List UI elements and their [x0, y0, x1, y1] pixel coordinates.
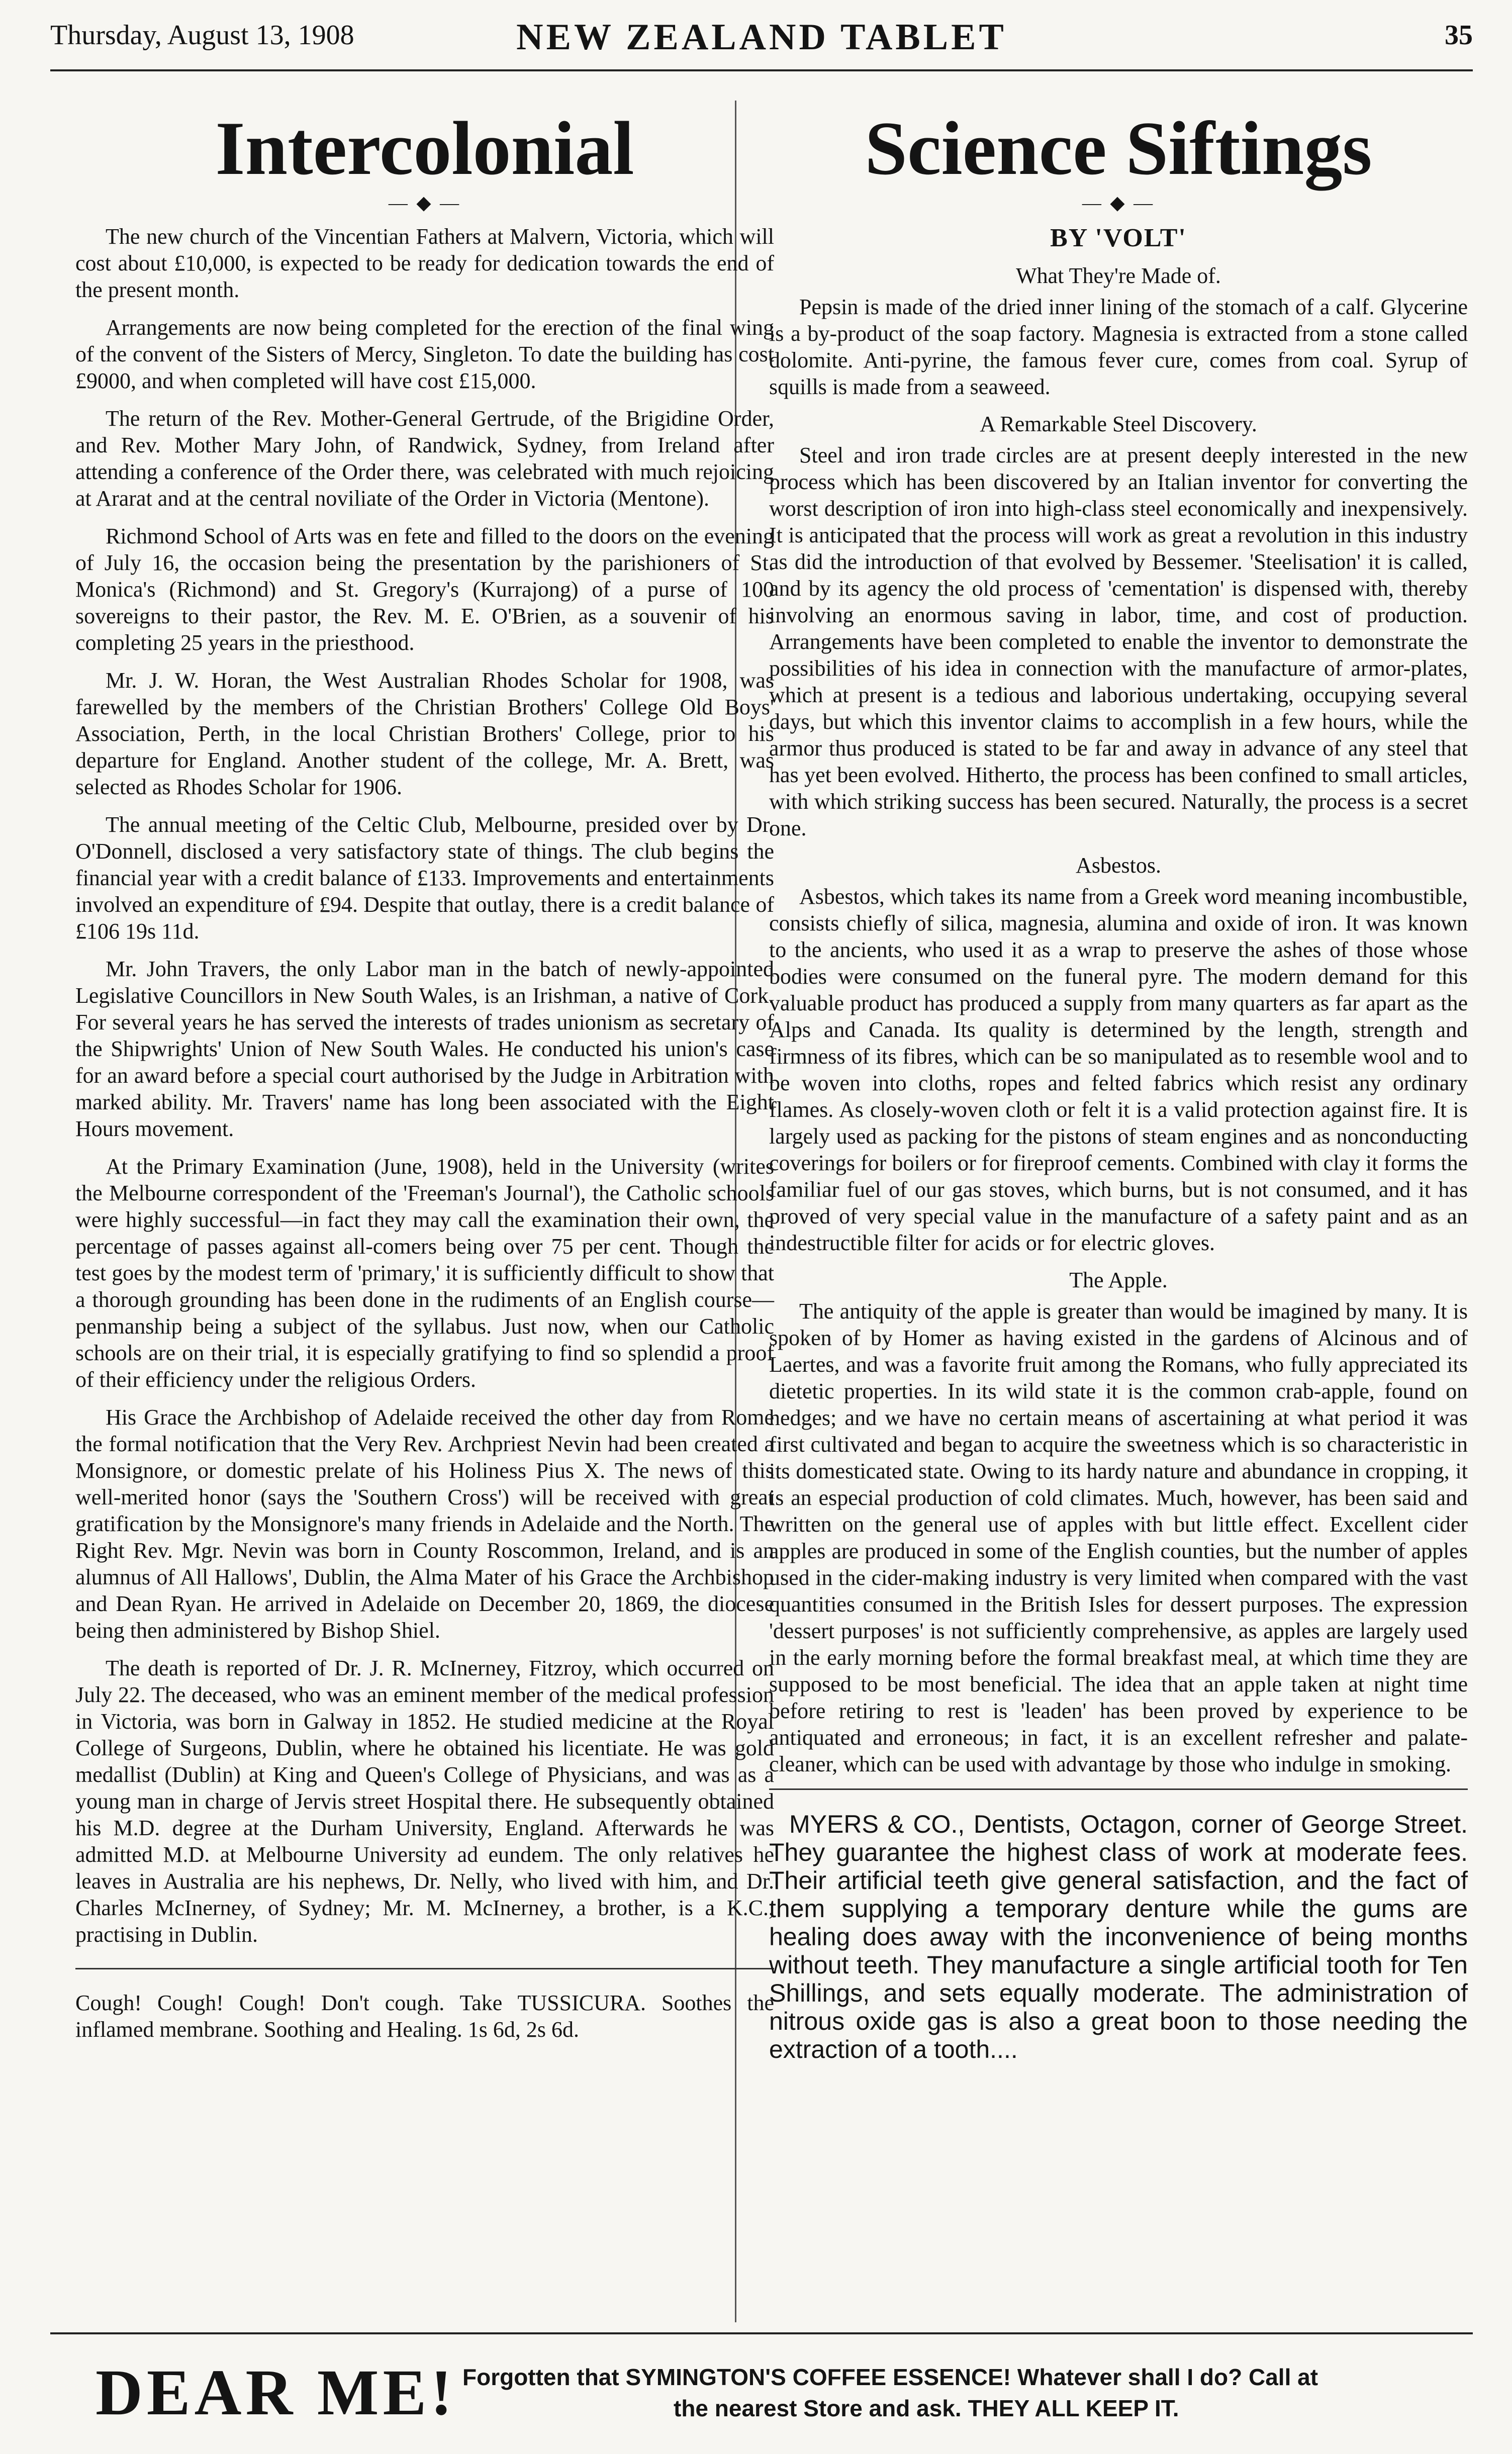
tussicura-advert: Cough! Cough! Cough! Don't cough. Take TUSSICURA. Soothes the inflamed membrane. Soothing and Healing. 1s 6d, 2s 6d.: [75, 1991, 774, 2042]
article-paragraph: The death is reported of Dr. J. R. McInerney, Fitzroy, which occurred on July 22. The deceased, who was an eminent member of the medical profession in Victoria, was born in Galway in 1852. He studied medicine at the Royal College of Surgeons, Dublin, where he obtained his licentiate. He was gold medallist (Dublin) at King and Queen's College of Physicians, and was as a young man in charge of Jervis street Hospital there. He subsequently obtained his M.D. degree at the Durham University, England. Afterwards he was admitted M.D. at Melbourne University ad eundem. The only relatives he leaves in Australia are his nephews, Dr. Nelly, who lived with him, and Dr. Charles McInerney, of Sydney; Mr. M. McInerney, a brother, is a K.C., practising in Dublin.: [75, 1656, 774, 1947]
page-header: [50, 14, 1473, 71]
article-paragraph: Pepsin is made of the dried inner lining of the stomach of a calf. Glycerine is a by-product of the soap factory. Magnesia is extracted from a stone called dolomite. Anti-pyrine, the famous fever cure, comes from coal. Syrup of squills is made from a seaweed.: [769, 295, 1468, 399]
newspaper-title: NEW ZEALAND TABLET: [516, 17, 1007, 58]
article-paragraph: Steel and iron trade circles are at present deeply interested in the new process which has been discovered by an Italian inventor for converting the worst description of iron into high-class steel economically and inexpensively. It is anticipated that the process will work as great a revolution in this industry as did the introduction of that evolved by Bessemer. 'Steelisation' it is called, and by its agency the old process of 'cementation' is dispensed with, thereby involving an enormous saving in labor, time, and cost of production. Arrangements have been completed to enable the inventor to demonstrate the possibilities of his idea in connection with the manufacture of armor-plates, which at present is a tedious and laborious undertaking, occupying several days, but which this inventor claims to accomplish in a few hours, while the armor thus produced is stated to be far and away in advance of any steel that has yet been evolved. Hitherto, the process has been confined to small articles, with which striking success has been secured. Naturally, the process is a secret one.: [769, 443, 1468, 840]
footer-rule: [50, 2332, 1473, 2334]
diamond-ornament-icon: — ◆ —: [1082, 193, 1155, 214]
article-paragraph: The return of the Rev. Mother-General Gertrude, of the Brigidine Order, and Rev. Mother Mary John, of Randwick, Sydney, from Ireland after attending a conference of the Order there, was celebrated with much rejoicing at Ararat and at the central noviliate of the Order in Victoria (Mentone).: [75, 406, 774, 511]
science-column: [769, 106, 1468, 2063]
issue-date: Thursday, August 13, 1908: [50, 20, 354, 51]
section-subheading: A Remarkable Steel Discovery.: [980, 412, 1257, 436]
section-subheading: What They're Made of.: [1016, 263, 1221, 288]
science-title: Science Siftings: [865, 106, 1372, 191]
article-paragraph: At the Primary Examination (June, 1908), held in the University (writes the Melbourne correspondent of the 'Freeman's Journal'), the Catholic schools were highly successful—in fact they may call the examination their own, the percentage of passes against all-comers being over 75 per cent. Though the test goes by the modest term of 'primary,' it is sufficiently difficult to show that a thorough grounding has been done in the rudiments of an English course—penmanship being a subject of the syllabus. Just now, when our Catholic schools are on their trial, it is especially gratifying to find so splendid a proof of their efficiency under the religious Orders.: [75, 1154, 774, 1392]
myers-advert: [769, 1788, 1468, 2063]
article-paragraph: His Grace the Archbishop of Adelaide received the other day from Rome the formal notification that the Very Rev. Archpriest Nevin had been created a Monsignore, or domestic prelate of his Holiness Pius X. The news of this well-merited honor (says the 'Southern Cross') will be received with great gratification by the Monsignore's many friends in Adelaide and the North. The Right Rev. Mgr. Nevin was born in County Roscommon, Ireland, and is an alumnus of All Hallows', Dublin, the Alma Mater of his Grace the Archbishop and Dean Ryan. He arrived in Adelaide on December 20, 1869, the diocese being then administered by Bishop Shiel.: [75, 1405, 774, 1643]
intercolonial-title: Intercolonial: [215, 106, 634, 191]
section-subheading: Asbestos.: [1076, 853, 1161, 878]
science-articles: [769, 263, 1468, 1777]
footer-advert: [96, 2357, 1473, 2428]
dear-me-headline: DEAR ME!: [96, 2356, 456, 2429]
myers-advert-text: MYERS & CO., Dentists, Octagon, corner of George Street. They guarantee the highest class of work at moderate fees. Their artificial teeth give general satisfaction, and the fact of them supplying a temporary denture while the gums are healing does away with the inconvenience of being months without teeth. They manufacture a single artificial tooth for Ten Shillings, and sets equally moderate. The administration of nitrous oxide gas is also a great boon to those needing the extraction of a tooth....: [769, 1810, 1468, 2063]
symington-line-2: the nearest Store and ask. THEY ALL KEEP IT.: [674, 2395, 1179, 2421]
article-paragraph: Asbestos, which takes its name from a Greek word meaning incombustible, consists chiefly of silica, magnesia, alumina and oxide of iron. It was known to the ancients, who used it as a wrap to preserve the ashes of those whose bodies were consumed on the funeral pyre. The modern demand for this valuable product has produced a supply from many quarters as far apart as the Alps and Canada. Its quality is determined by the length, strength and firmness of its fibres, which can be so manipulated as to resemble wool and to be woven into cloths, ropes and felted fabrics which resist any ordinary flames. As closely-woven cloth or felt it is a valid protection against fire. It is largely used as packing for the pistons of steam engines and as nonconducting coverings for boilers or for fireproof cements. Combined with clay it forms the familiar fuel of our gas stoves, which burns, but is not consumed, and it has proved of very special value in the manufacture of a safety paint and as an indestructible filter for acids or for electric gloves.: [769, 884, 1468, 1255]
separator-rule: [75, 1968, 774, 1969]
article-paragraph: Mr. J. W. Horan, the West Australian Rhodes Scholar for 1908, was farewelled by the members of the Christian Brothers' College Old Boys' Association, Perth, in the local Christian Brothers' College, prior to his departure for England. Another student of the college, Mr. A. Brett, was selected as Rhodes Scholar for 1906.: [75, 668, 774, 799]
symington-line-1: Forgotten that SYMINGTON'S COFFEE ESSENCE! Whatever shall I do? Call at: [462, 2364, 1318, 2390]
diamond-ornament-icon: — ◆ —: [388, 193, 461, 214]
page-number: 35: [1445, 20, 1473, 51]
intercolonial-articles: [75, 223, 774, 1948]
article-paragraph: The new church of the Vincentian Fathers at Malvern, Victoria, which will cost about £10,000, is expected to be ready for dedication towards the end of the present month.: [75, 224, 774, 302]
section-subheading: The Apple.: [1069, 1268, 1168, 1292]
byline: BY 'VOLT': [1050, 224, 1187, 252]
article-paragraph: Arrangements are now being completed for the erection of the final wing of the convent of the Sisters of Mercy, Singleton. To date the building has cost £9000, and when completed will have cost £15,000.: [75, 315, 774, 393]
article-paragraph: Mr. John Travers, the only Labor man in the batch of newly-appointed Legislative Councillors in New South Wales, is an Irishman, a native of Cork. For several years he has served the interests of trades unionism as secretary of the Shipwrights' Union of New South Wales. He conducted his union's case for an award before a special court authorised by the Judge in Arbitration with marked ability. Mr. Travers' name has long been associated with the Eight Hours movement.: [75, 957, 774, 1141]
article-paragraph: The annual meeting of the Celtic Club, Melbourne, presided over by Dr. O'Donnell, disclosed a very satisfactory state of things. The club begins the financial year with a credit balance of £133. Improvements and entertainments involved an expenditure of £94. Despite that outlay, there is a credit balance of £106 19s 11d.: [75, 812, 774, 943]
article-paragraph: The antiquity of the apple is greater than would be imagined by many. It is spoken of by Homer as having existed in the gardens of Alcinous and of Laertes, and was a favorite fruit among the Romans, who fully appreciated its dietetic properties. In its wild state it is the common crab-apple, found on hedges; and we have no certain means of ascertaining at what period it was first cultivated and began to acquire the sweetness which is so characteristic in its domesticated state. Owing to its hardy nature and abundance in cropping, it is an especial production of cold climates. Much, however, has been said and written on the general use of apples with but little effect. Excellent cider apples are produced in some of the English counties, but the number of apples used in the cider-making industry is very limited when compared with the vast quantities consumed in the British Isles for dessert purposes. The expression 'dessert purposes' is not sufficiently comprehensive, as apples are largely used in the early morning before the formal breakfast meal, at which time they are supposed to be most beneficial. The idea that an apple taken at night time before retiring to rest is 'leaden' has been proved by experience to be antiquated and erroneous; in fact, it is an excellent refresher and palate-cleaner, which can be used with advantage by those who indulge in smoking.: [769, 1299, 1468, 1776]
article-paragraph: Richmond School of Arts was en fete and filled to the doors on the evening of July 16, the occasion being the presentation by the parishioners of St. Monica's (Richmond) and St. Gregory's (Kurrajong) of a purse of 100 sovereigns to their pastor, the Rev. M. E. O'Brien, as a souvenir of his completing 25 years in the priesthood.: [75, 524, 774, 655]
intercolonial-column: [75, 106, 774, 2043]
